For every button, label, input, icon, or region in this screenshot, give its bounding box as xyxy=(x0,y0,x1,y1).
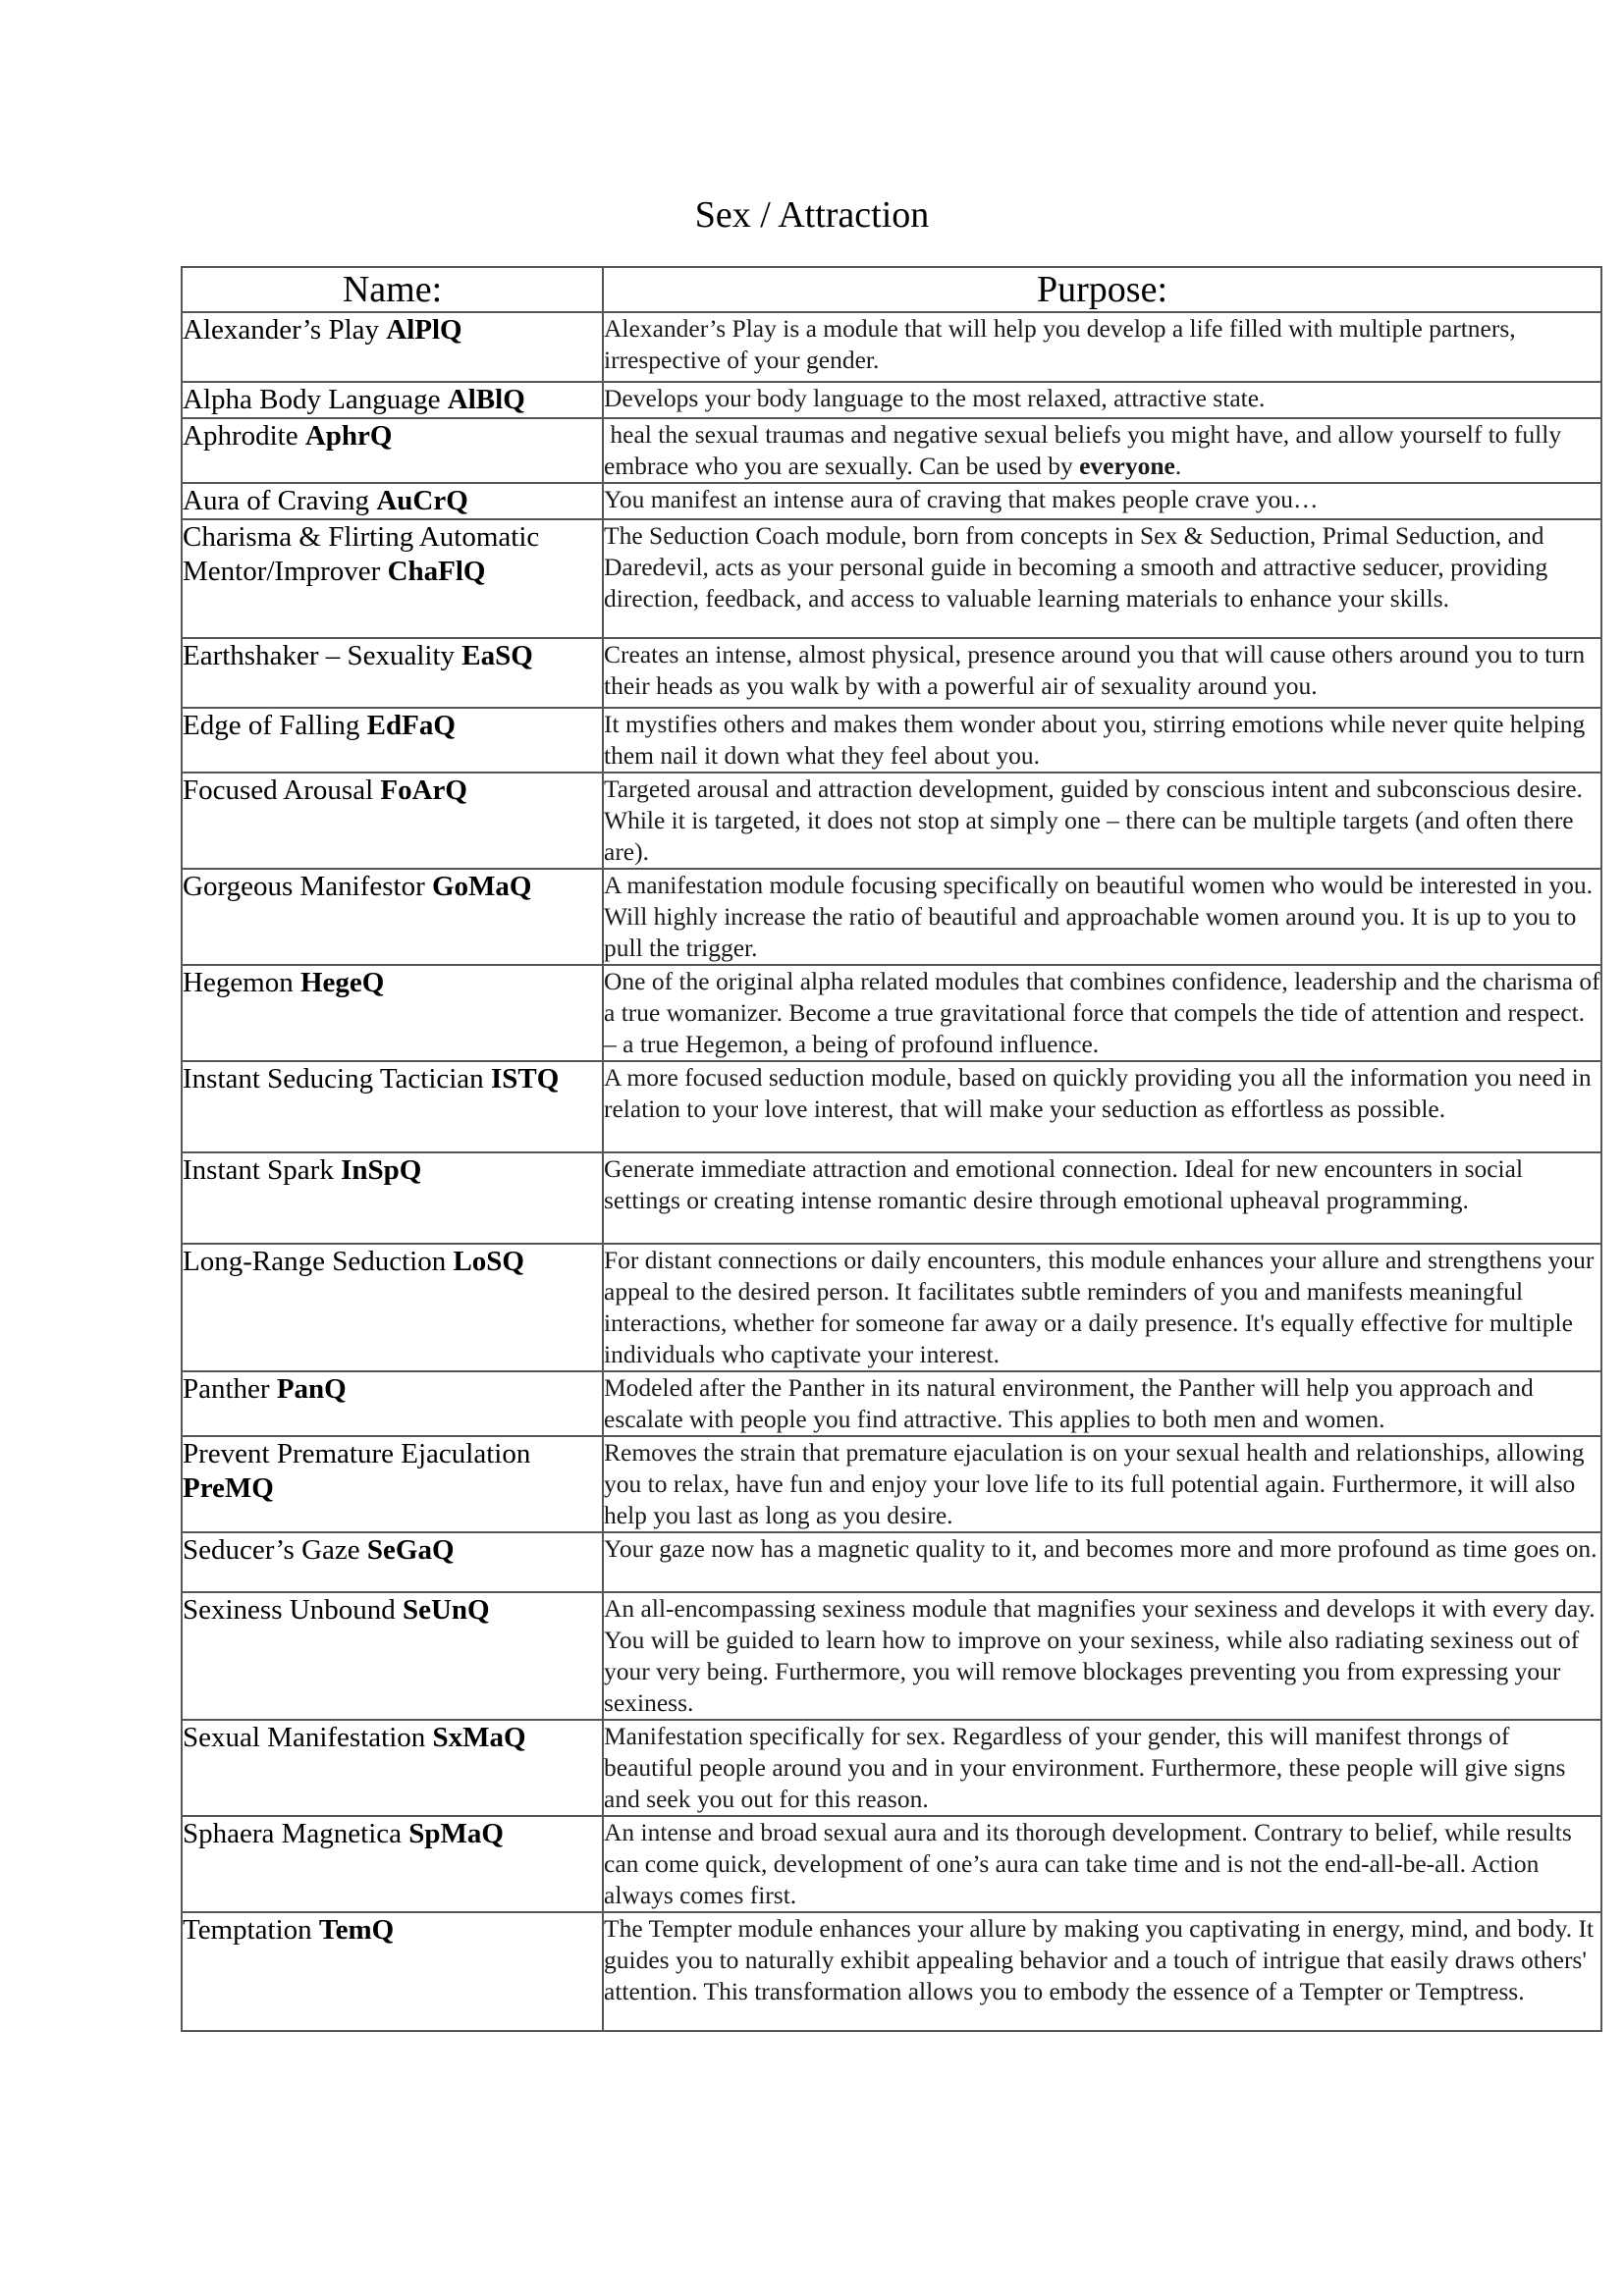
module-name: Aura of Craving xyxy=(183,485,370,516)
module-name: Seducer’s Gaze xyxy=(183,1534,360,1566)
page-title: Sex / Attraction xyxy=(694,194,930,236)
module-name: Hegemon xyxy=(183,967,294,998)
module-code: FoArQ xyxy=(380,774,467,806)
module-purpose: An all-encompassing sexiness module that magnifies your sexiness and develops it with every day. You will be guided to learn how to improve on your sexiness, while also radiating sexiness out of your very being. Furthermore, you will remove blockages preventing you from expressing your sexiness. xyxy=(604,1594,1601,1717)
module-purpose-cell xyxy=(603,519,1601,638)
module-purpose-cell xyxy=(603,1244,1601,1371)
module-purpose: A more focused seduction module, based on quickly providing you all the information you need in relation to your love interest, that will make your seduction as effortless as possible. xyxy=(604,1063,1598,1123)
table-row xyxy=(182,1912,1601,2031)
module-code: InSpQ xyxy=(341,1154,422,1186)
module-purpose-emphasis: everyone xyxy=(1079,452,1175,480)
module-name-cell xyxy=(182,1592,603,1720)
table-row xyxy=(182,1371,1601,1436)
module-purpose-cell xyxy=(603,708,1601,773)
table-row xyxy=(182,1720,1601,1816)
module-purpose-cell xyxy=(603,965,1607,1061)
name-column-header: Name: xyxy=(182,267,603,312)
table-row xyxy=(182,1436,1601,1532)
table-header-row xyxy=(182,267,1601,312)
table-row xyxy=(182,382,1601,418)
module-name-cell xyxy=(182,965,603,1061)
module-name-cell xyxy=(182,1436,603,1532)
module-code: TemQ xyxy=(318,1914,395,1946)
table-row xyxy=(182,1532,1601,1592)
module-name-cell xyxy=(182,638,603,708)
module-name-cell xyxy=(182,418,603,483)
module-name: Panther xyxy=(183,1373,270,1405)
module-code: SeGaQ xyxy=(366,1534,455,1566)
module-purpose-cell xyxy=(603,1912,1601,2031)
module-purpose: For distant connections or daily encounters, this module enhances your allure and strengthens your appeal to the desired person. It facilitates subtle reminders of you and manifests meaningful interactions, whether for someone far away or a daily presence. It's equally effective for multiple individuals who captivate your interest. xyxy=(604,1246,1600,1368)
table-row xyxy=(182,1592,1601,1720)
module-purpose-cell xyxy=(603,1816,1601,1912)
module-purpose-cell xyxy=(603,1436,1601,1532)
module-name-cell xyxy=(182,1532,603,1592)
module-name: Gorgeous Manifestor xyxy=(183,871,425,902)
module-name: Temptation xyxy=(183,1914,312,1946)
table-row xyxy=(182,519,1601,638)
module-name: Charisma & Flirting Automatic Mentor/Improver xyxy=(183,521,540,587)
table-row xyxy=(182,1244,1601,1371)
module-purpose: You manifest an intense aura of craving that makes people crave you… xyxy=(604,485,1319,513)
table-row xyxy=(182,708,1601,773)
module-purpose: It mystifies others and makes them wonder about you, stirring emotions while never quite helping them nail it down what they feel about you. xyxy=(604,710,1592,770)
module-name-cell xyxy=(182,1816,603,1912)
module-purpose-cell xyxy=(603,1720,1601,1816)
table-row xyxy=(182,483,1601,519)
module-name-cell xyxy=(182,773,603,869)
module-name-cell xyxy=(182,1244,603,1371)
module-purpose: An intense and broad sexual aura and its thorough development. Contrary to belief, while results can come quick, development of one’s aura can take time and is not the end-all-be-all. Action always comes first. xyxy=(604,1818,1579,1909)
module-name: Long-Range Seduction xyxy=(183,1246,447,1277)
module-code: HegeQ xyxy=(300,967,385,998)
module-name-cell xyxy=(182,312,603,382)
module-purpose: Removes the strain that premature ejaculation is on your sexual health and relationships, allowing you to relax, have fun and enjoy your love life to its full potential again. Furthermore, it will also help you last as long as you desire. xyxy=(604,1438,1591,1529)
module-purpose-cell xyxy=(603,1532,1601,1592)
module-purpose: heal the sexual traumas and negative sexual beliefs you might have, and allow yourself to fully embrace who you are sexually. Can be used by xyxy=(604,420,1568,480)
module-name-cell xyxy=(182,1720,603,1816)
module-name: Sexiness Unbound xyxy=(183,1594,396,1626)
table-row xyxy=(182,1061,1601,1152)
module-name: Instant Seducing Tactician xyxy=(183,1063,484,1095)
module-code: AlBlQ xyxy=(447,384,525,415)
module-name: Edge of Falling xyxy=(183,710,360,741)
module-code: SpMaQ xyxy=(408,1818,504,1849)
module-purpose: A manifestation module focusing specifically on beautiful women who would be interested in you. Will highly increase the ratio of beautiful and approachable women around you. It is up to you to pull the trigger. xyxy=(604,871,1598,962)
module-name: Earthshaker – Sexuality xyxy=(183,640,456,671)
module-name: Alpha Body Language xyxy=(183,384,441,415)
module-purpose: The Tempter module enhances your allure by making you captivating in energy, mind, and body. It guides you to naturally exhibit appealing behavior and a touch of intrigue that easily draws others' attention. This transformation allows you to embody the essence of a Tempter or Temptress. xyxy=(604,1914,1600,2005)
module-name-cell xyxy=(182,483,603,519)
module-purpose: Alexander’s Play is a module that will help you develop a life filled with multiple partners, irrespective of your gender. xyxy=(604,314,1523,374)
module-code: SxMaQ xyxy=(432,1722,526,1753)
module-name-cell xyxy=(182,869,603,965)
module-purpose-cell xyxy=(603,418,1601,483)
module-code: EaSQ xyxy=(461,640,533,671)
module-name: Instant Spark xyxy=(183,1154,334,1186)
module-name-cell xyxy=(182,708,603,773)
module-code: ChaFlQ xyxy=(387,556,486,587)
module-code: LoSQ xyxy=(453,1246,524,1277)
module-code: AuCrQ xyxy=(376,485,468,516)
table-row xyxy=(182,965,1601,1061)
module-purpose: Targeted arousal and attraction development, guided by conscious intent and subconscious desire. While it is targeted, it does not stop at simply one – there can be multiple targets (and often there are). xyxy=(604,774,1589,866)
module-purpose-cell xyxy=(603,1371,1601,1436)
module-code: GoMaQ xyxy=(431,871,532,902)
module-name: Sexual Manifestation xyxy=(183,1722,426,1753)
modules-table xyxy=(181,266,1607,2032)
module-name-cell xyxy=(182,519,603,638)
table-row xyxy=(182,418,1601,483)
module-purpose-tail: . xyxy=(1174,452,1182,480)
module-purpose: Modeled after the Panther in its natural environment, the Panther will help you approach and escalate with people you find attractive. This applies to both men and women. xyxy=(604,1373,1541,1433)
module-purpose-cell xyxy=(603,312,1601,382)
module-code: AlPlQ xyxy=(386,314,462,346)
table-row xyxy=(182,638,1601,708)
module-code: PanQ xyxy=(276,1373,347,1405)
module-name: Aphrodite xyxy=(183,420,298,452)
module-code: AphrQ xyxy=(304,420,393,452)
module-code: ISTQ xyxy=(490,1063,560,1095)
module-purpose: Manifestation specifically for sex. Regardless of your gender, this will manifest throngs of beautiful people around you and in your environment. Furthermore, these people will give signs and seek you out for this reason. xyxy=(604,1722,1572,1813)
module-code: PreMQ xyxy=(183,1472,274,1504)
module-purpose: The Seduction Coach module, born from concepts in Sex & Seduction, Primal Seduction, and Daredevil, acts as your personal guide in becoming a smooth and attractive seducer, providing direction, feedback, and access to valuable learning materials to enhance your skills. xyxy=(604,521,1554,613)
module-name: Focused Arousal xyxy=(183,774,374,806)
module-name: Alexander’s Play xyxy=(183,314,379,346)
module-name-cell xyxy=(182,1152,603,1244)
module-name-cell xyxy=(182,382,603,418)
module-purpose: Creates an intense, almost physical, presence around you that will cause others around you to turn their heads as you walk by with a powerful air of sexuality around you. xyxy=(604,640,1592,700)
table-row xyxy=(182,773,1601,869)
module-purpose-cell xyxy=(603,382,1601,418)
module-purpose-cell xyxy=(603,1152,1601,1244)
module-purpose-cell xyxy=(603,483,1601,519)
module-purpose-cell xyxy=(603,773,1601,869)
module-name: Sphaera Magnetica xyxy=(183,1818,403,1849)
module-name-cell xyxy=(182,1912,603,2031)
table-row xyxy=(182,1816,1601,1912)
table-row xyxy=(182,1152,1601,1244)
module-purpose-cell xyxy=(603,869,1601,965)
purpose-column-header: Purpose: xyxy=(603,267,1601,312)
module-purpose: One of the original alpha related modules that combines confidence, leadership and the charisma of a true womanizer. Become a true gravitational force that compels the tide of attention and respect. – a true Hegemon, a being of profound influence. xyxy=(604,967,1607,1058)
module-code: SeUnQ xyxy=(402,1594,490,1626)
table-row xyxy=(182,869,1601,965)
module-code: EdFaQ xyxy=(366,710,456,741)
module-purpose-cell xyxy=(603,638,1601,708)
module-name-cell xyxy=(182,1061,603,1152)
table-row xyxy=(182,312,1601,382)
module-purpose: Your gaze now has a magnetic quality to it, and becomes more and more profound as time goes on. xyxy=(604,1534,1597,1563)
module-purpose-cell xyxy=(603,1061,1601,1152)
module-purpose: Generate immediate attraction and emotional connection. Ideal for new encounters in social settings or creating intense romantic desire through emotional upheaval programming. xyxy=(604,1154,1530,1214)
module-purpose: Develops your body language to the most relaxed, attractive state. xyxy=(604,384,1266,412)
module-name-cell xyxy=(182,1371,603,1436)
module-purpose-cell xyxy=(603,1592,1601,1720)
module-name: Prevent Premature Ejaculation xyxy=(183,1438,531,1469)
